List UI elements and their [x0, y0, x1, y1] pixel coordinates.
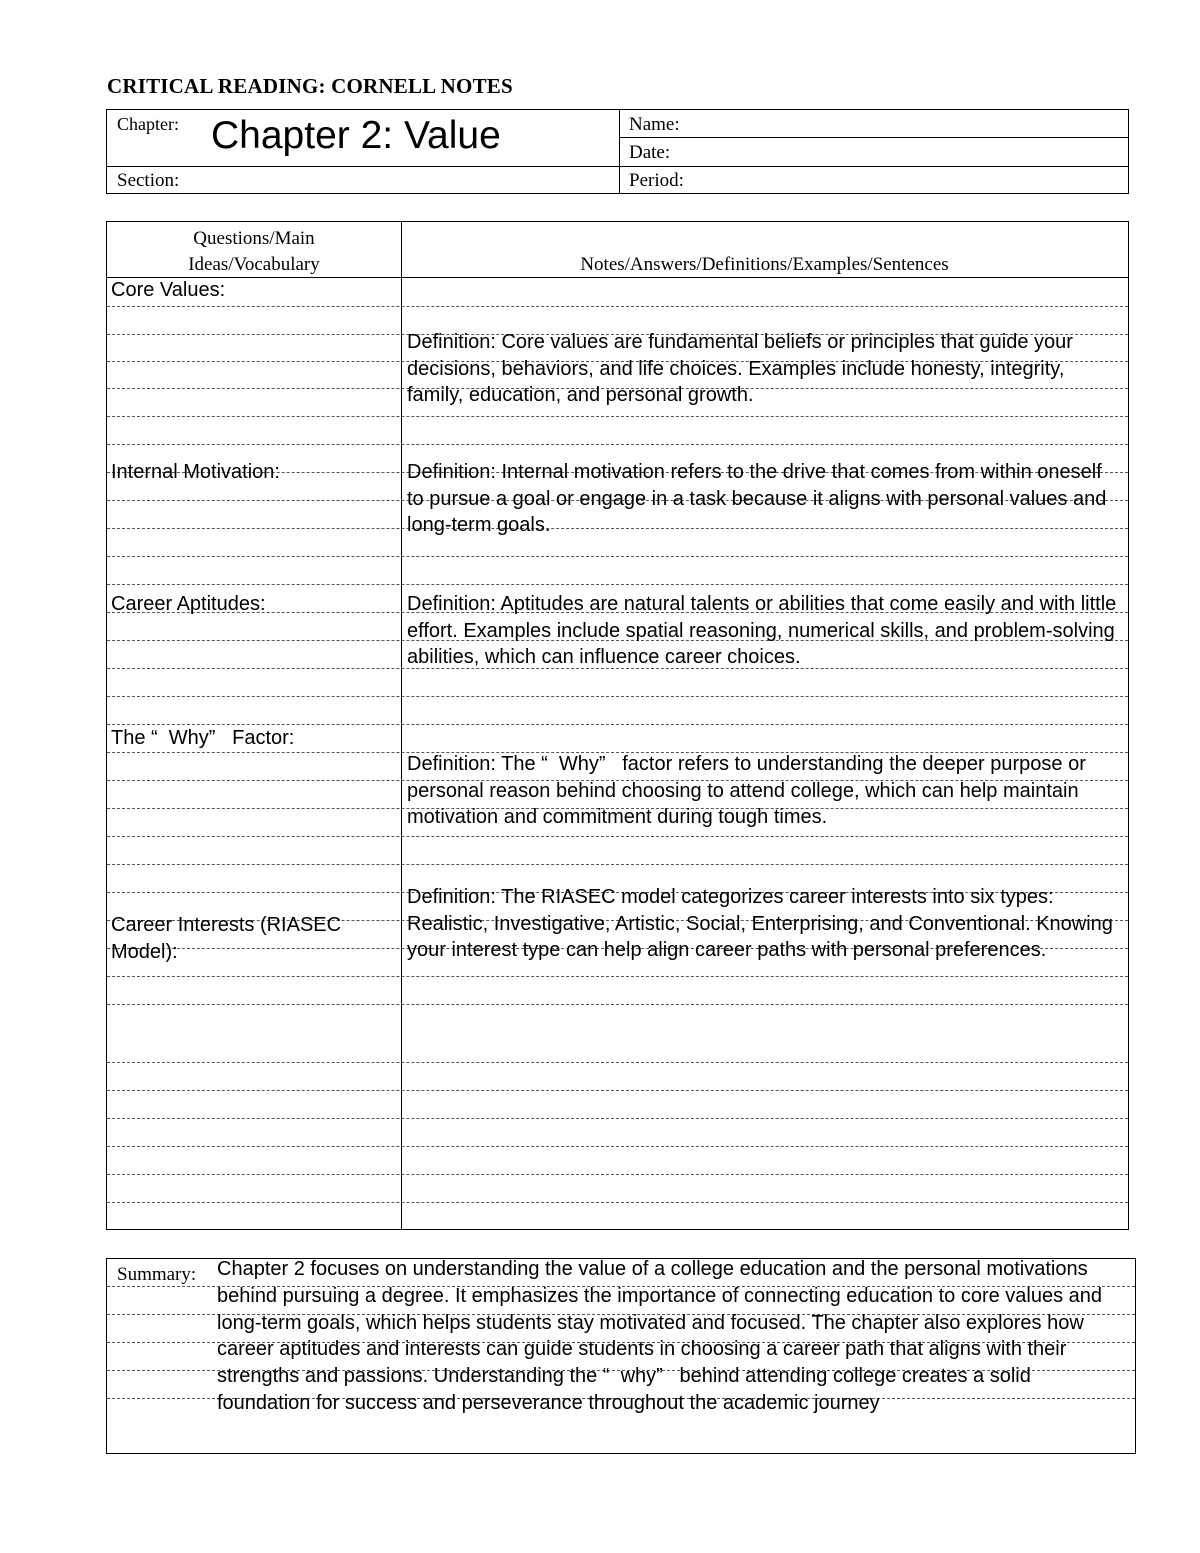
ruled-line — [107, 976, 1128, 977]
ruled-line — [107, 1004, 1128, 1005]
cue-internal-motivation: Internal Motivation: — [111, 461, 280, 483]
date-label: Date: — [629, 142, 671, 163]
ruled-line — [107, 416, 1128, 417]
period-label: Period: — [629, 170, 684, 191]
name-label: Name: — [629, 114, 680, 135]
note-career-interests: Definition: The RIASEC model categorizes career interests into six types: Realistic, Investigative, Artistic, Social, Enterprising, and Conventional. Knowing your interest type can help align career paths with personal preferences. — [407, 886, 1113, 961]
right-column-header: Notes/Answers/Definitions/Examples/Sentences — [580, 254, 949, 275]
header-box — [106, 109, 1129, 194]
header-line — [107, 166, 1128, 167]
ruled-line — [107, 1118, 1128, 1119]
page-title: CRITICAL READING: CORNELL NOTES — [107, 74, 513, 98]
notes-table — [106, 221, 1129, 1230]
ruled-line — [107, 696, 1128, 697]
header-line — [619, 137, 1128, 138]
note-core-values: Definition: Core values are fundamental beliefs or principles that guide your decisions, behaviors, and life choices. Examples include honesty, integrity, family, education, and personal growth. — [407, 331, 1073, 406]
note-internal-motivation: Definition: Internal motivation refers to the drive that comes from within oneself to pursue a goal or engage in a task because it aligns with personal values and long-term goals. — [407, 461, 1107, 536]
left-header-line2: Ideas/Vocabulary — [188, 254, 320, 275]
ruled-line — [107, 1090, 1128, 1091]
section-label: Section: — [117, 170, 180, 191]
chapter-value[interactable]: Chapter 2: Value — [211, 114, 501, 157]
column-divider — [401, 222, 402, 1229]
chapter-label: Chapter: — [117, 114, 179, 134]
summary-box — [106, 1258, 1136, 1454]
ruled-line — [107, 1174, 1128, 1175]
cue-career-aptitudes: Career Aptitudes: — [111, 593, 266, 615]
left-column-header — [107, 226, 401, 278]
ruled-line — [107, 556, 1128, 557]
ruled-line — [107, 584, 1128, 585]
note-why-factor: Definition: The “ Why” factor refers to understanding the deeper purpose or personal reason behind choosing to attend college, which can help maintain motivation and commitment during tough times. — [407, 753, 1092, 828]
note-career-aptitudes: Definition: Aptitudes are natural talents or abilities that come easily and with little effort. Examples include spatial reasoning, numerical skills, and problem-solving abilities, which can influence career choices. — [407, 593, 1117, 668]
ruled-line — [107, 1202, 1128, 1203]
left-header-line1: Questions/Main — [193, 228, 315, 249]
cue-why-factor: The “ Why” Factor: — [111, 727, 295, 749]
ruled-line — [107, 1062, 1128, 1063]
ruled-line — [107, 306, 1128, 307]
cue-career-interests: Career Interests (RIASEC Model): — [111, 914, 342, 963]
header-divider — [619, 110, 620, 193]
cue-core-values: Core Values: — [111, 279, 226, 301]
ruled-line — [107, 836, 1128, 837]
ruled-line — [107, 864, 1128, 865]
ruled-line — [107, 444, 1128, 445]
ruled-line — [107, 1146, 1128, 1147]
summary-label: Summary: — [117, 1264, 197, 1285]
summary-text: Chapter 2 focuses on understanding the value of a college education and the personal motivations behind pursuing a degree. It emphasizes the importance of connecting education to core values and long-term goals, which helps students stay motivated and focused. The chapter also explores how career aptitudes and interests can guide students in choosing a career path that aligns with their strengths and passions. Understanding the “ why” behind attending college creates a solid foundation for success and perseverance throughout the academic journey — [217, 1258, 1108, 1414]
